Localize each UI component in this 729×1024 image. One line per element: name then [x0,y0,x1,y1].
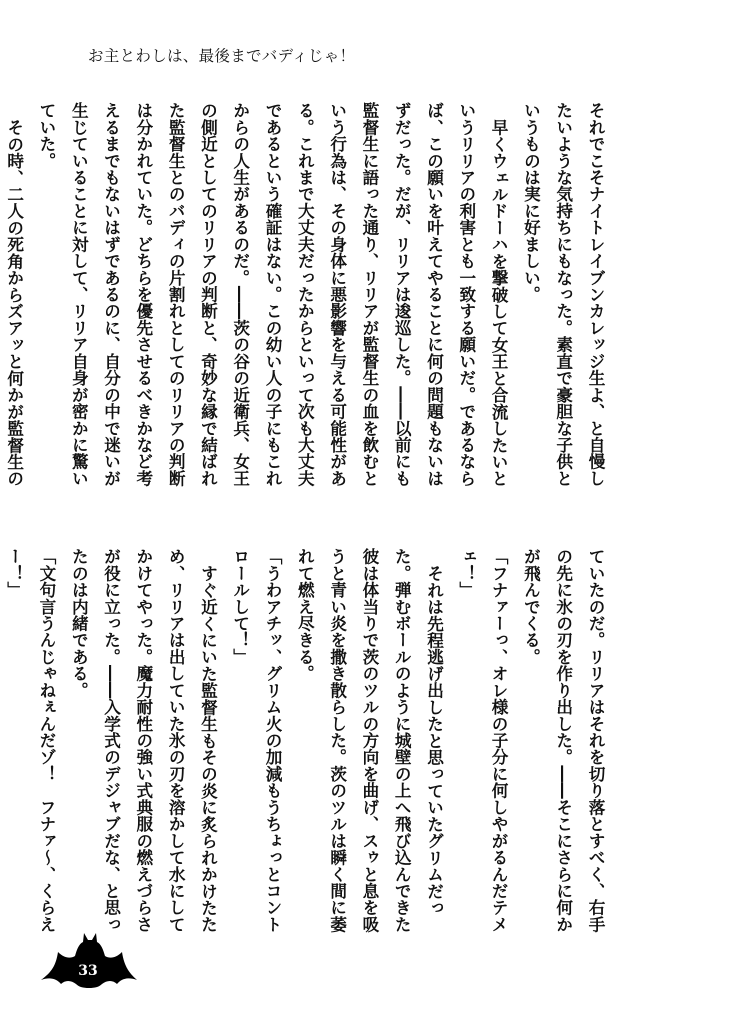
paragraph: 「文句言うんじゃねぇんだゾ！ フナァ〜、くらえー！」 [4,548,56,933]
paragraph: すぐ近くにいた監督生もその炎に炙られかけたため、リリアは出していた氷の刃を溶かして水にしてかけてやった。魔力耐性の強い式典服の燃えづらさが役に立った。――入学式のデジャブだな、と思ったのは内緒である。 [69,548,218,933]
paragraph: それでこそナイトレイブンカレッジ生よ、と自慢したいような気持ちにもなった。素直で豪胆な子供というものは実に好ましい。 [521,102,605,487]
paragraph: 「うわアチッ、グリム火の加減もうちょっとコントロールして！」 [230,548,283,933]
paragraph: 「フナァーっ、オレ様の子分に何しやがるんだテメェ！」 [456,548,509,933]
paragraph: ていたのだ。リリアはそれを切り落とすべく、右手の先に氷の刃を作り出した。――そこにさらに何かが飛んでくる。 [521,548,605,933]
page-number: 33 [78,963,98,979]
paragraph: 早くウェルドーハを撃破して女王と合流したいというリリアの利害とも一致する願いだ。であるならば、この願いを叶えてやることに何の問題もないはずだった。だが、リリアは逡巡した。――以前にも監督生に語った通り、リリアが監督生の血を飲むという行為は、その身体に悪影響を与える可能性がある。これまで大丈夫だったからといって次も大丈夫であるという確証はない。この幼い人の子にもこれからの人生があるのだ。――茨の谷の近衛兵、女王の側近としてのリリアの判断と、奇妙な縁で結ばれた監督生とのバディの片割れとしてのリリアの判断は分かれていた。どちらを優先させるべきかなど考えるまでもないはずであるのに、自分の中で迷いが生じていることに対して、リリア自身が密かに驚いていた。 [36,102,509,487]
text-block-bottom [0,548,611,941]
paragraph: その時、二人の死角からズアッと何かが監督生の [4,118,24,487]
page-number-badge [40,922,138,990]
text-block-top [0,102,611,495]
running-header: お主とわしは、最後までバディじゃ！ [88,47,356,65]
bat-icon [40,922,138,990]
paragraph: それは先程逃げ出したと思っていたグリムだった。弾むボールのように城壁の上へ飛び込んできた彼は体当りで茨のツルの方向を曲げ、スゥと息を吸うと青い炎を撒き散らした。茨のツルは瞬く間に萎れて燃え尽きる。 [295,548,444,933]
